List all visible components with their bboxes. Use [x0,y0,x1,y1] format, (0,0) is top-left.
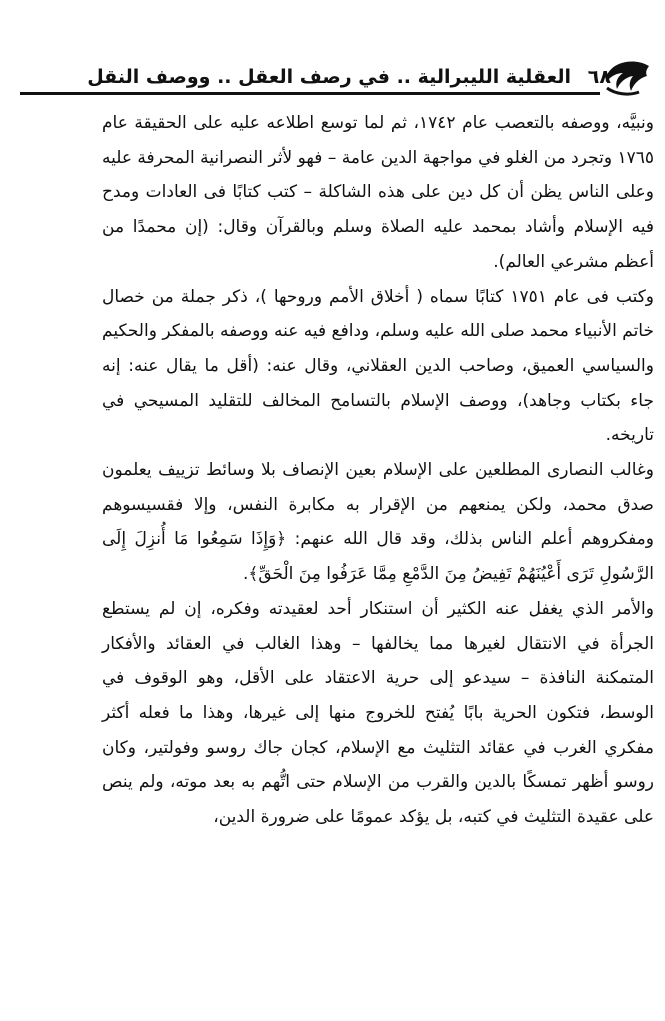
running-title: العقلية الليبرالية .. في رصف العقل .. ووصف النقل [87,66,571,88]
paragraph: وغالب النصارى المطلعين على الإسلام بعين الإنصاف بلا وسائط تزييف يعلمون صدق محمد، ولكن يمنعهم من الإقرار به مكابرة النفس، وإلا فقسيسوهم ومفكروهم أعلم الناس بذلك، وقد قال الله عنهم: ﴿وَإِذَا سَمِعُوا مَا أُنزِلَ إِلَى الرَّسُولِ تَرَى أَعْيُنَهُمْ تَفِيضُ مِنَ الدَّمْعِ مِمَّا عَرَفُوا مِنَ الْحَقِّ﴾. [102,460,654,585]
paragraph: ونبيَّه، ووصفه بالتعصب عام ١٧٤٢، ثم لما توسع اطلاعه عليه على الحقيقة عام ١٧٦٥ وتجرد من الغلو في مواجهة الدين عامة – فهو لأثر النصرانية المحرفة عليه وعلى الناس يظن أن كل دين على هذه الشاكلة – كتب كتابًا فى العادات ومدح فيه الإسلام وأشاد بمحمد عليه الصلاة وسلم وبالقرآن وقال: (إن محمدًا من أعظم مشرعي العالم). [102,113,654,272]
paragraph: والأمر الذي يغفل عنه الكثير أن استنكار أحد لعقيدته وفكره، إن لم يستطع الجرأة في الانتقال لغيرها مما يخالفها – وهذا الغالب في العقائد والأفكار المتمكنة النافذة – سيدعو إلى حرية الاعتقاد على الأقل، وهو الوقوف في الوسط، فتكون الحرية بابًا يُفتح للخروج منها إلى غيرها، وهذا ما فعله أكثر مفكري الغرب في عقائد التثليث مع الإسلام، كجان جاك روسو وفولتير، وكان روسو أظهر تمسكًا بالدين والقرب من الإسلام حتى اتُّهم به بعد موته، ولم ينص على عقيدة التثليث في كتبه، بل يؤكد عمومًا على ضرورة الدين، [102,598,654,828]
body-text [102,106,654,835]
page-number: ٦٨ [587,66,611,88]
paragraph: وكتب فى عام ١٧٥١ كتابًا سماه ( أخلاق الأمم وروحها )، ذكر جملة من خصال خاتم الأنبياء محمد صلى الله عليه وسلم، ودافع فيه عنه ووصفه بالمفكر والحكيم والسياسي العميق، وصاحب الدين العقلاني، وقال عنه: (أقل ما يقال عنه: إنه جاء بكتاب وجاهد)، ووصف الإسلام بالتسامح المخالف للتقليد المسيحي في تاريخه. [102,286,654,446]
page-header [0,58,665,100]
header-rule [20,92,600,95]
